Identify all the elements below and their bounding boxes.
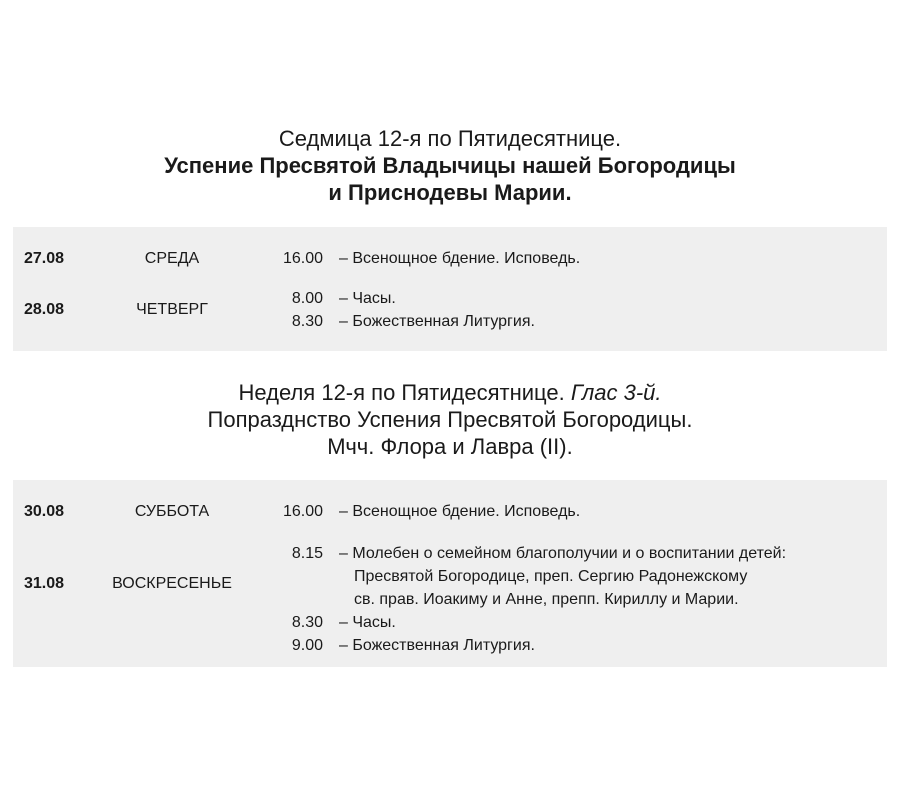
service-description: св. прав. Иоакиму и Анне, препп. Кириллу и Марии. [354, 591, 739, 608]
tone-label: Глас 3-й. [570, 380, 662, 405]
service-entry [13, 500, 887, 523]
service-description: – Часы. [339, 614, 396, 631]
service-entry-continued [13, 565, 887, 588]
service-list [13, 542, 887, 657]
section-1-heading [0, 125, 900, 206]
section-1-title: Седмица 12-я по Пятидесятнице. [278, 126, 622, 151]
day-weekday: ЧЕТВЕРГ [136, 301, 208, 318]
service-description: – Часы. [339, 290, 396, 307]
service-list [13, 500, 887, 523]
martyrs-line: Мчч. Флора и Лавра (II). [327, 434, 573, 459]
feast-title-line-2: и Приснодевы Марии. [328, 180, 572, 205]
service-description: – Божественная Литургия. [339, 637, 535, 654]
service-entry [13, 611, 887, 634]
service-time: 8.15 [291, 545, 323, 562]
service-time: 9.00 [291, 637, 323, 654]
feast-title-line-1: Успение Пресвятой Владычицы нашей Богородицы [164, 153, 736, 178]
service-time: 16.00 [282, 503, 323, 520]
service-time: 8.30 [291, 614, 323, 631]
service-description: – Всенощное бдение. Исповедь. [339, 250, 581, 267]
day-date: 27.08 [24, 250, 65, 267]
service-description: – Молебен о семейном благополучии и о воспитании детей: [339, 545, 787, 562]
service-entry-continued [13, 588, 887, 611]
section-2-title-main: Неделя 12-я по Пятидесятнице. [238, 380, 571, 405]
day-date: 28.08 [24, 301, 65, 318]
service-time: 8.00 [291, 290, 323, 307]
service-entry [13, 247, 887, 270]
service-description: – Всенощное бдение. Исповедь. [339, 503, 581, 520]
service-time: 16.00 [282, 250, 323, 267]
schedule-block-2 [13, 480, 887, 667]
day-weekday: СУББОТА [134, 503, 210, 520]
afterfeast-line: Попразднство Успения Пресвятой Богородицы. [207, 407, 693, 432]
service-list [13, 247, 887, 270]
service-description: Пресвятой Богородице, преп. Сергию Радонежскому [354, 568, 748, 585]
service-entry [13, 310, 887, 333]
day-weekday: ВОСКРЕСЕНЬЕ [112, 575, 232, 592]
day-weekday: СРЕДА [144, 250, 200, 267]
day-date: 30.08 [24, 503, 65, 520]
day-date: 31.08 [24, 575, 65, 592]
schedule-block-1 [13, 227, 887, 351]
section-2-title [0, 379, 900, 406]
service-description: – Божественная Литургия. [339, 313, 535, 330]
section-2-heading [0, 379, 900, 460]
service-time: 8.30 [291, 313, 323, 330]
service-entry [13, 634, 887, 657]
service-entry [13, 542, 887, 565]
service-entry [13, 287, 887, 310]
service-list [13, 287, 887, 333]
